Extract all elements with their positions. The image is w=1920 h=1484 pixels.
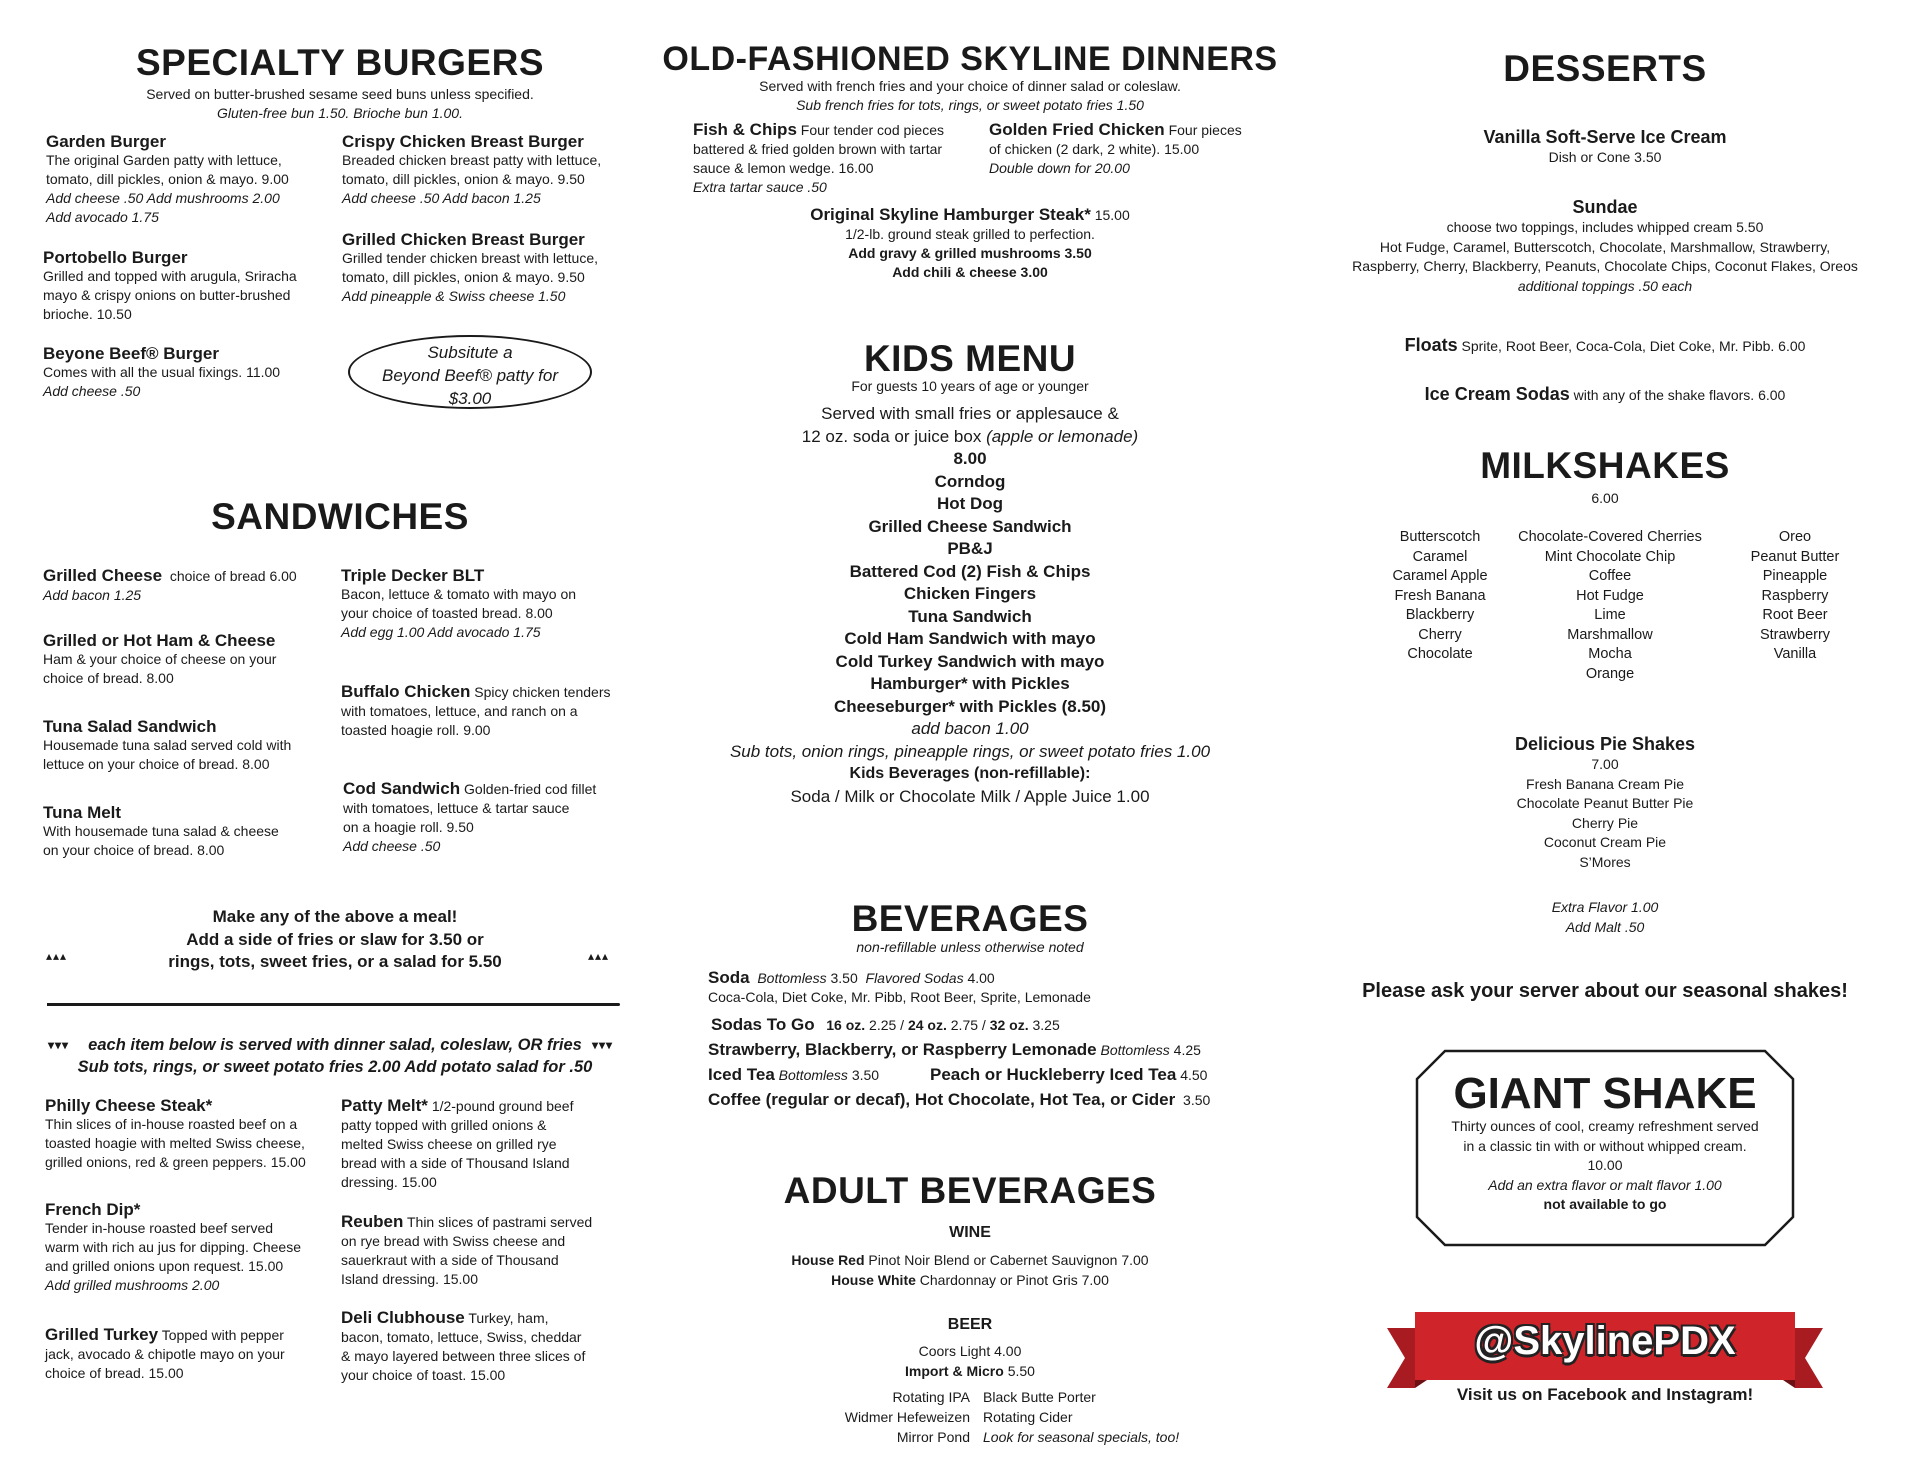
side-note: each item below is served with dinner salad, coleslaw, OR fries Sub tots, rings, or sweet potato fries 2.00 Add potato salad for .50	[77, 1036, 593, 1076]
vanilla-soft-serve: Vanilla Soft-Serve Ice Cream Dish or Cone 3.50	[1483, 127, 1727, 165]
kids-item: Corndog	[934, 471, 1006, 491]
triangle-down-left-icon: ▾▾▾	[48, 1038, 70, 1052]
tuna-melt: Tuna Melt With housemade tuna salad & cheese on your choice of bread. 8.00	[43, 803, 279, 858]
beyond-beef-burger: Beyone Beef® Burger Comes with all the usual fixings. 11.00 Add cheese .50	[43, 344, 281, 399]
triangle-down-right-icon: ▾▾▾	[592, 1038, 614, 1052]
wine-heading: WINE	[949, 1224, 991, 1241]
grilled-ham-cheese: Grilled or Hot Ham & Cheese Ham & your choice of cheese on your choice of bread. 8.00	[43, 631, 277, 686]
beer-list-right: Black Butte Porter Rotating Cider Look for seasonal specials, too!	[983, 1389, 1180, 1445]
kids-item: Cold Turkey Sandwich with mayo	[835, 651, 1105, 671]
kids-age-note: For guests 10 years of age or younger	[851, 378, 1089, 394]
milkshakes-title: MILKSHAKES	[1480, 445, 1730, 486]
shake-flavor: Strawberry	[1759, 626, 1831, 643]
garden-burger: Garden Burger The original Garden patty with lettuce, tomato, dill pickles, onion & mayo. 9.00 Add cheese .50 Add mushrooms 2.00 Add avocado 1.75	[46, 132, 289, 225]
grilled-chicken-burger: Grilled Chicken Breast Burger Grilled tender chicken breast with lettuce, tomato, dill pickles, onion & mayo. 9.50 Add pineapple & Swiss cheese 1.50	[342, 230, 599, 304]
shake-flavor: Pineapple	[1762, 568, 1828, 584]
shake-flavor: Caramel	[1412, 548, 1468, 565]
portobello-burger: Portobello Burger Grilled and topped with arugula, Sriracha mayo & crispy onions on butter-brushed brioche. 10.50	[43, 248, 297, 322]
kids-item: Hamburger* with Pickles	[870, 674, 1070, 693]
shake-flavor: Butterscotch	[1399, 529, 1481, 545]
burgers-subtitle: Served on butter-brushed sesame seed buns unless specified.	[146, 86, 534, 102]
wine-list: House Red Pinot Noir Blend or Cabernet Sauvignon 7.00 House White Chardonnay or Pinot Gris 7.00	[791, 1252, 1149, 1288]
kids-item: Cold Ham Sandwich with mayo	[844, 629, 1096, 648]
dinners-sub-note: Sub french fries for tots, rings, or sweet potato fries 1.50	[796, 97, 1144, 113]
shake-flavor: Orange	[1585, 665, 1635, 682]
shake-flavor: Hot Fudge	[1576, 587, 1644, 604]
french-dip: French Dip* Tender in-house roasted beef served warm with rich au jus for dipping. Cheese and grilled onions upon request. 15.00 Add grilled mushrooms 2.00	[45, 1200, 302, 1293]
pie-shake-item: S’Mores	[1579, 853, 1631, 870]
pie-shake-item: Coconut Cream Pie	[1543, 834, 1667, 850]
milkshakes-price: 6.00	[1591, 490, 1619, 506]
kids-item: Battered Cod (2) Fish & Chips	[849, 561, 1091, 581]
beer-list-left: Rotating IPA Widmer Hefeweizen Mirror Pond	[844, 1389, 970, 1445]
shake-flavor: Raspberry	[1761, 587, 1829, 604]
patty-melt: Patty Melt* 1/2-pound ground beef patty topped with grilled onions & melted Swiss cheese on grilled rye bread with a side of Thousand Island dressing. 15.00	[341, 1096, 574, 1190]
lemonade: Strawberry, Blackberry, or Raspberry Lemonade Bottomless 4.25	[708, 1040, 1201, 1059]
peach-iced-tea: Peach or Huckleberry Iced Tea 4.50	[930, 1065, 1208, 1084]
specialty-burgers-title: SPECIALTY BURGERS	[135, 42, 545, 83]
hamburger-steak: Original Skyline Hamburger Steak* 15.00 1/2-lb. ground steak grilled to perfection. Add gravy & grilled mushrooms 3.50 Add chili & cheese 3.00	[810, 205, 1130, 280]
dinners-subtitle: Served with french fries and your choice of dinner salad or coleslaw.	[759, 78, 1181, 94]
pie-shakes: Delicious Pie Shakes 7.00 Fresh Banana Cream Pie Chocolate Peanut Butter Pie Cherry Pie Coconut Cream Pie S’Mores	[1310, 733, 1900, 872]
beer-heading: BEER	[947, 1316, 993, 1333]
triple-decker-blt: Triple Decker BLT Bacon, lettuce & tomato with mayo on your choice of toasted bread. 8.00 Add egg 1.00 Add avocado 1.75	[341, 566, 577, 640]
divider-line	[47, 1003, 620, 1006]
beyond-substitute-oval: Subsitute a Beyond Beef® patty for $3.00	[348, 335, 592, 409]
beverages-title: BEVERAGES	[851, 898, 1089, 939]
shake-extras: Extra Flavor 1.00 Add Malt .50	[1551, 899, 1659, 935]
tuna-salad-sandwich: Tuna Salad Sandwich Housemade tuna salad served cold with lettuce on your choice of bread. 8.00	[43, 717, 292, 772]
sandwiches-title: SANDWICHES	[211, 496, 469, 537]
reuben: Reuben Thin slices of pastrami served on rye bread with Swiss cheese and sauerkraut with a side of Thousand Island dressing. 15.00	[341, 1212, 593, 1287]
desserts-title: DESSERTS	[1503, 48, 1707, 89]
kids-menu-title: KIDS MENU	[863, 338, 1077, 379]
kids-item: Chicken Fingers	[903, 584, 1037, 603]
grilled-cheese: Grilled Cheese choice of bread 6.00 Add bacon 1.25	[43, 566, 297, 603]
meal-upgrade-note: Make any of the above a meal! Add a side of fries or slaw for 3.50 or rings, tots, sweet fries, or a salad for 5.50	[168, 907, 502, 971]
social-visit-note: Visit us on Facebook and Instagram!	[1456, 1385, 1754, 1404]
soda: Soda Bottomless 3.50 Flavored Sodas 4.00 Coca-Cola, Diet Coke, Mr. Pibb, Root Beer, Sprite, Lemonade	[708, 968, 1091, 1005]
triangle-left-icon: ▴▴▴	[46, 949, 68, 963]
philly-cheese-steak: Philly Cheese Steak* Thin slices of in-house roasted beef on a toasted hoagie with melted Swiss cheese, grilled onions, red & green peppers. 15.00	[45, 1096, 306, 1170]
deli-clubhouse: Deli Clubhouse Turkey, ham, bacon, tomato, lettuce, Swiss, cheddar & mayo layered between three slices of your choice of toast. 15.00	[341, 1308, 586, 1383]
shake-flavor: Coffee	[1588, 568, 1632, 584]
sundae: Sundae choose two toppings, includes whipped cream 5.50 Hot Fudge, Caramel, Butterscotch, Chocolate, Marshmallow, Strawberry, Raspberry, Cherry, Blackberry, Peanuts, Chocolate Chips, Coconut Flakes, Oreos additional toppings .50 each	[1352, 197, 1858, 294]
giant-shake: GIANT SHAKE Thirty ounces of cool, creamy refreshment served in a classic tin with or without whipped cream. 10.00 Add an extra flavor or malt flavor 1.00 not available to go	[1451, 1069, 1759, 1212]
crispy-chicken-burger: Crispy Chicken Breast Burger Breaded chicken breast patty with lettuce, tomato, dill pickles, onion & mayo. 9.50 Add cheese .50 Add bacon 1.25	[342, 132, 602, 206]
shake-flavor: Chocolate-Covered Cherries	[1518, 529, 1702, 545]
kids-item: Cheeseburger* with Pickles (8.50)	[833, 696, 1107, 716]
shake-flavor: Mocha	[1588, 646, 1632, 662]
social-handle[interactable]: @SkylinePDX	[1474, 1319, 1736, 1363]
shake-flavor: Caramel Apple	[1392, 568, 1488, 584]
seasonal-shakes-note: Please ask your server about our seasonal shakes!	[1362, 980, 1848, 1002]
shake-flavor: Marshmallow	[1567, 626, 1653, 643]
fish-and-chips: Fish & Chips Four tender cod pieces battered & fried golden brown with tartar sauce & lemon wedge. 16.00 Extra tartar sauce .50	[693, 120, 944, 195]
sodas-to-go: Sodas To Go 16 oz. 2.25 / 24 oz. 2.75 / 32 oz. 3.25	[711, 1015, 1060, 1034]
kids-item: Tuna Sandwich	[908, 606, 1032, 626]
kids-item: Hot Dog	[936, 494, 1004, 513]
shake-flavor: Peanut Butter	[1750, 548, 1840, 565]
burgers-bun-note: Gluten-free bun 1.50. Brioche bun 1.00.	[217, 105, 463, 121]
shake-flavor: Oreo	[1778, 529, 1812, 545]
shake-flavor: Blackberry	[1405, 607, 1475, 623]
beer-list: Coors Light 4.00 Import & Micro 5.50	[905, 1343, 1035, 1379]
shake-flavor: Chocolate	[1407, 646, 1473, 662]
shake-flavor: Lime	[1594, 607, 1626, 623]
triangle-right-icon: ▴▴▴	[588, 949, 610, 963]
kids-item: Grilled Cheese Sandwich	[868, 516, 1072, 536]
shake-flavor: Fresh Banana	[1394, 587, 1486, 604]
shake-flavors-col3	[1725, 528, 1865, 665]
beverages-subtitle: non-refillable unless otherwise noted	[856, 939, 1084, 955]
golden-fried-chicken: Golden Fried Chicken Four pieces of chicken (2 dark, 2 white). 15.00 Double down for 20.00	[989, 120, 1242, 176]
shake-flavor: Vanilla	[1773, 646, 1817, 662]
shake-flavors-col1	[1365, 528, 1515, 665]
pie-shake-item: Cherry Pie	[1571, 814, 1639, 831]
kids-item: PB&J	[947, 539, 993, 558]
coffee: Coffee (regular or decaf), Hot Chocolate, Hot Tea, or Cider 3.50	[708, 1090, 1211, 1109]
kids-menu-list: Served with small fries or applesauce & 12 oz. soda or juice box (apple or lemonade) 8.00 Corndog Hot Dog Grilled Cheese Sandwich PB&J Battered Cod (2) Fish & Chips Chicken Fingers Tuna Sandwich Cold Ham Sandwich with mayo Cold Turkey Sandwich with mayo Hamburger* with Pickles Cheeseburger* with Pickles (8.50) add bacon 1.00 Sub tots, onion rings, pineapple rings, or sweet potato fries 1.00 Kids Beverages (non-refillable): Soda / Milk or Chocolate Milk / Apple Juice 1.00	[660, 403, 1280, 808]
iced-tea: Iced Tea Bottomless 3.50	[708, 1065, 880, 1084]
adult-beverages-title: ADULT BEVERAGES	[783, 1170, 1157, 1211]
dinners-title: OLD-FASHIONED SKYLINE DINNERS	[662, 40, 1278, 78]
shake-flavor: Mint Chocolate Chip	[1544, 548, 1676, 565]
floats: Floats Sprite, Root Beer, Coca-Cola, Diet Coke, Mr. Pibb. 6.00	[1404, 335, 1806, 355]
pie-shake-item: Chocolate Peanut Butter Pie	[1516, 795, 1694, 811]
buffalo-chicken: Buffalo Chicken Spicy chicken tenders with tomatoes, lettuce, and ranch on a toasted hoagie roll. 9.00	[341, 682, 611, 738]
shake-flavors-col2	[1505, 528, 1715, 684]
shake-flavor: Root Beer	[1762, 607, 1828, 623]
cod-sandwich: Cod Sandwich Golden-fried cod fillet with tomatoes, lettuce & tartar sauce on a hoagie roll. 9.50 Add cheese .50	[343, 779, 597, 854]
shake-flavor: Cherry	[1418, 626, 1462, 643]
grilled-turkey: Grilled Turkey Topped with pepper jack, avocado & chipotle mayo on your choice of bread. 15.00	[45, 1325, 285, 1381]
ice-cream-sodas: Ice Cream Sodas with any of the shake flavors. 6.00	[1424, 384, 1786, 404]
pie-shake-item: Fresh Banana Cream Pie	[1526, 775, 1684, 792]
